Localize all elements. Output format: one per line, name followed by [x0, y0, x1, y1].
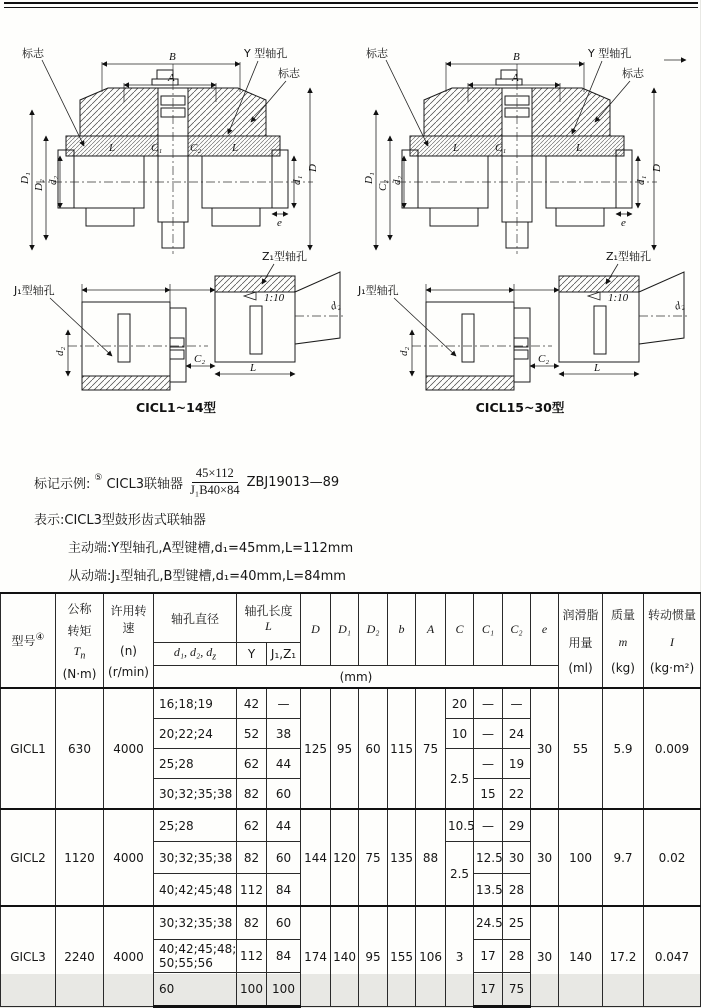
cell-C2: 25 — [503, 906, 531, 940]
header-mass-unit: (kg) — [611, 660, 635, 675]
cell-model: GICL2 — [1, 809, 56, 906]
coupling-drawings — [0, 44, 700, 460]
header-e: e — [531, 593, 559, 666]
cell-length-JZ: 84 — [267, 940, 301, 973]
cell-C2: — — [503, 688, 531, 719]
cell-bore-diameters: 20;22;24 — [154, 719, 237, 749]
designation-example-block — [34, 464, 692, 584]
example-label: 标记示例: — [34, 476, 91, 492]
header-inertia-unit: (kg·m²) — [649, 660, 695, 675]
meaning-line: 表示:CICL3型鼓形齿式联轴器 — [34, 513, 206, 528]
dim-label-L-left: L — [109, 142, 116, 154]
coupling-designation: CICL3联轴器 — [106, 476, 183, 492]
mark-label-right: 标志 — [622, 67, 644, 80]
table-row — [1, 906, 701, 940]
header-inertia — [644, 593, 701, 688]
dim-label-dz: d₂ — [328, 298, 342, 313]
dim-label-C2-vert: C₂ — [377, 179, 389, 191]
cell-bore-diameters: 16;18;19 — [154, 688, 237, 719]
header-mass-l1: 质量 — [611, 608, 636, 623]
designation-example-line — [34, 464, 692, 500]
cell-D: 125 — [301, 688, 331, 809]
cell-torque: 630 — [56, 688, 104, 809]
cell-A: 106 — [416, 906, 446, 1007]
dim-label-D1: D₁ — [19, 172, 31, 184]
half-coupling-view — [68, 272, 346, 390]
mark-label-right: 标志 — [278, 67, 300, 80]
y-bore-label: Y 型轴孔 — [588, 47, 632, 60]
header-D: D — [301, 593, 331, 666]
dim-label-L-small: L — [594, 362, 601, 374]
cell-grease: 140 — [559, 906, 603, 1007]
header-b: b — [388, 593, 416, 666]
cell-b: 135 — [388, 809, 416, 906]
cell-C2: 19 — [503, 749, 531, 779]
cell-bore-diameters: 40;42;45;48; 50;55;56 — [154, 940, 237, 973]
header-mass-symbol: m — [618, 634, 628, 649]
cell-length-JZ: 60 — [267, 779, 301, 810]
cell-mass: 5.9 — [603, 688, 644, 809]
cell-A: 88 — [416, 809, 446, 906]
dim-label-B: B — [513, 51, 520, 63]
header-torque — [56, 593, 104, 688]
y-bore-label: Y 型轴孔 — [244, 47, 288, 60]
header-inertia-symbol: I — [670, 634, 675, 649]
cell-C: 2.5 — [446, 749, 474, 810]
cell-torque: 2240 — [56, 906, 104, 1007]
table-row — [1, 809, 701, 842]
dim-label-d2: d₂ — [47, 175, 59, 185]
cell-bore-diameters: 40;42;45;48 — [154, 874, 237, 907]
cell-bore-diameters: 25;28 — [154, 809, 237, 842]
header-torque-symbol: $T_n$ — [73, 644, 86, 662]
cell-length-Y: 82 — [237, 906, 267, 940]
header-grease-l2: 用量 — [568, 635, 593, 650]
dim-label-e: e — [621, 217, 626, 229]
cell-bore-diameters: 60 — [154, 973, 237, 1007]
designation-fraction — [190, 466, 240, 498]
cell-length-Y: 100 — [237, 973, 267, 1007]
dim-label-C2-small: C₂ — [194, 353, 206, 365]
header-C2: C₂ — [503, 593, 531, 666]
cell-bore-diameters: 30;32;35;38 — [154, 906, 237, 940]
page-top-rule — [4, 2, 698, 8]
cell-mass: 9.7 — [603, 809, 644, 906]
cell-e: 30 — [531, 906, 559, 1007]
cell-D1: 95 — [331, 688, 359, 809]
cell-C: 10 — [446, 719, 474, 749]
cell-length-JZ: 38 — [267, 719, 301, 749]
dim-label-d1: d₁ — [635, 175, 647, 185]
cell-length-JZ: 44 — [267, 809, 301, 842]
caption-cicl1-14: CICL1~14型 — [135, 400, 217, 415]
active-end-line: 主动端:Y型轴孔,A型键槽,d₁=45mm,L=112mm — [68, 541, 354, 556]
cell-C1: — — [474, 719, 503, 749]
header-bore-length-symbol: L — [265, 619, 272, 633]
dim-label-d1: d₁ — [291, 175, 303, 185]
coupling-dimension-table — [0, 592, 701, 1008]
dim-label-e: e — [277, 217, 282, 229]
dim-label-L-right: L — [576, 142, 583, 154]
header-bore-diameter-symbols: d₁, d₂, $d_z$ — [154, 643, 237, 666]
cell-e: 30 — [531, 688, 559, 809]
header-length-J1Z1: J₁,Z₁ — [267, 643, 301, 666]
dim-label-d2-small: d₂ — [54, 346, 66, 356]
j1-bore-label: J₁型轴孔 — [358, 284, 399, 297]
cell-length-JZ: 60 — [267, 906, 301, 940]
half-coupling-view — [412, 272, 690, 390]
cell-length-Y: 82 — [237, 842, 267, 874]
cell-length-Y: 42 — [237, 688, 267, 719]
dim-label-L-left: L — [453, 142, 460, 154]
table-row — [1, 688, 701, 719]
header-torque-l1: 公称 — [67, 602, 92, 617]
cell-C1: 13.5 — [474, 874, 503, 907]
cell-speed: 4000 — [104, 809, 154, 906]
fraction-denominator: J₁B40×84 — [189, 482, 240, 497]
dim-label-D2: D₂ — [33, 179, 45, 191]
footnote-mark: ⑤ — [94, 473, 103, 483]
cell-length-JZ: 44 — [267, 749, 301, 779]
cell-C1: 15 — [474, 779, 503, 810]
header-C: C — [446, 593, 474, 666]
cell-C2: 28 — [503, 874, 531, 907]
header-speed-l1: 许用转速 — [110, 604, 147, 636]
cell-D2: 75 — [359, 809, 388, 906]
header-bore-length — [237, 593, 301, 643]
header-length-Y: Y — [237, 643, 267, 666]
standard-number: ZBJ19013—89 — [246, 474, 340, 490]
cell-torque: 1120 — [56, 809, 104, 906]
j1-bore-label: J₁型轴孔 — [14, 284, 55, 297]
dim-label-C1: C₁ — [151, 142, 163, 154]
cell-length-JZ: 84 — [267, 874, 301, 907]
cell-C1: — — [474, 809, 503, 842]
header-grease-unit: (ml) — [568, 661, 593, 676]
cell-length-JZ: 100 — [267, 973, 301, 1007]
header-bore-length-text: 轴孔长度 — [244, 604, 293, 618]
dim-label-dz: d₂ — [672, 298, 686, 313]
header-speed-unit: (r/min) — [108, 664, 149, 679]
z1-bore-label: Z₁型轴孔 — [606, 250, 651, 263]
cell-b: 115 — [388, 688, 416, 809]
cell-C1: 17 — [474, 940, 503, 973]
cell-C1: — — [474, 749, 503, 779]
header-speed-l2: (n) — [120, 643, 137, 658]
cell-length-Y: 82 — [237, 779, 267, 810]
cell-length-Y: 62 — [237, 749, 267, 779]
header-bore-diameter: 轴孔直径 — [154, 593, 237, 643]
header-A: A — [416, 593, 446, 666]
cell-D1: 140 — [331, 906, 359, 1007]
header-torque-unit: (N·m) — [62, 666, 97, 681]
cell-C: 3 — [446, 906, 474, 1007]
header-D1: D₁ — [331, 593, 359, 666]
z1-bore-label: Z₁型轴孔 — [262, 250, 307, 263]
cell-D: 144 — [301, 809, 331, 906]
cell-mass: 17.2 — [603, 906, 644, 1007]
cell-bore-diameters: 25;28 — [154, 749, 237, 779]
dim-label-D1: D₁ — [363, 172, 375, 184]
cell-C2: 22 — [503, 779, 531, 810]
cell-C: 10.5 — [446, 809, 474, 842]
drawing-group-cicl1-14 — [13, 46, 346, 415]
cell-D: 174 — [301, 906, 331, 1007]
header-mass — [603, 593, 644, 688]
taper-label: 1:10 — [264, 292, 285, 304]
cell-b: 155 — [388, 906, 416, 1007]
drawing-group-cicl15-30 — [357, 46, 690, 415]
cell-C1: 17 — [474, 973, 503, 1007]
cell-length-Y: 112 — [237, 874, 267, 907]
cell-inertia: 0.047 — [644, 906, 701, 1007]
dim-label-A: A — [512, 72, 519, 84]
main-section-view — [36, 64, 313, 254]
mark-label-top-left: 标志 — [366, 47, 388, 60]
cell-grease: 55 — [559, 688, 603, 809]
cell-A: 75 — [416, 688, 446, 809]
caption-cicl15-30: CICL15~30型 — [475, 400, 565, 415]
dim-label-d2-small: d₂ — [398, 346, 410, 356]
header-model: 型号④ — [1, 593, 56, 688]
cell-D1: 120 — [331, 809, 359, 906]
cell-C2: 75 — [503, 973, 531, 1007]
taper-label: 1:10 — [608, 292, 629, 304]
cell-model: GICL3 — [1, 906, 56, 1007]
cell-length-JZ: — — [267, 688, 301, 719]
dim-label-d2: d₂ — [391, 175, 403, 185]
mark-label-top-left: 标志 — [22, 47, 44, 60]
driven-end-line: 从动端:J₁型轴孔,B型键槽,d₁=40mm,L=84mm — [68, 569, 346, 584]
cell-e: 30 — [531, 809, 559, 906]
dim-label-D: D — [651, 164, 663, 172]
cell-length-JZ: 60 — [267, 842, 301, 874]
header-speed — [104, 593, 154, 688]
cell-length-Y: 112 — [237, 940, 267, 973]
cell-bore-diameters: 30;32;35;38 — [154, 842, 237, 874]
cell-C2: 24 — [503, 719, 531, 749]
cell-C: 2.5 — [446, 842, 474, 907]
main-section-view — [380, 64, 657, 254]
cell-inertia: 0.02 — [644, 809, 701, 906]
cell-C1: — — [474, 688, 503, 719]
fraction-numerator: 45×112 — [192, 466, 238, 483]
dim-label-L-right: L — [232, 142, 239, 154]
cell-speed: 4000 — [104, 688, 154, 809]
dim-label-B: B — [169, 51, 176, 63]
cell-length-Y: 62 — [237, 809, 267, 842]
dim-label-C1: C₁ — [495, 142, 507, 154]
cell-C1: 12.5 — [474, 842, 503, 874]
cell-D2: 60 — [359, 688, 388, 809]
header-grease — [559, 593, 603, 688]
cell-C1: 24.5 — [474, 906, 503, 940]
cell-speed: 4000 — [104, 906, 154, 1007]
dim-label-C2-small: C₂ — [538, 353, 550, 365]
cell-grease: 100 — [559, 809, 603, 906]
cell-C2: 28 — [503, 940, 531, 973]
dim-label-D: D — [307, 164, 319, 172]
header-grease-l1: 润滑脂 — [562, 607, 599, 622]
cell-C2: 30 — [503, 842, 531, 874]
cell-C: 20 — [446, 688, 474, 719]
header-unit-mm: (mm) — [154, 666, 559, 689]
dim-label-C2: C₂ — [190, 142, 202, 154]
cell-C2: 29 — [503, 809, 531, 842]
header-torque-l2: 转矩 — [67, 624, 92, 639]
header-C1: C₁ — [474, 593, 503, 666]
cell-model: GICL1 — [1, 688, 56, 809]
cell-D2: 95 — [359, 906, 388, 1007]
header-D2: D₂ — [359, 593, 388, 666]
dim-label-A: A — [168, 72, 175, 84]
cell-bore-diameters: 30;32;35;38 — [154, 779, 237, 810]
cell-length-Y: 52 — [237, 719, 267, 749]
dim-label-L-small: L — [250, 362, 257, 374]
cell-inertia: 0.009 — [644, 688, 701, 809]
header-inertia-l1: 转动惯量 — [648, 608, 697, 623]
